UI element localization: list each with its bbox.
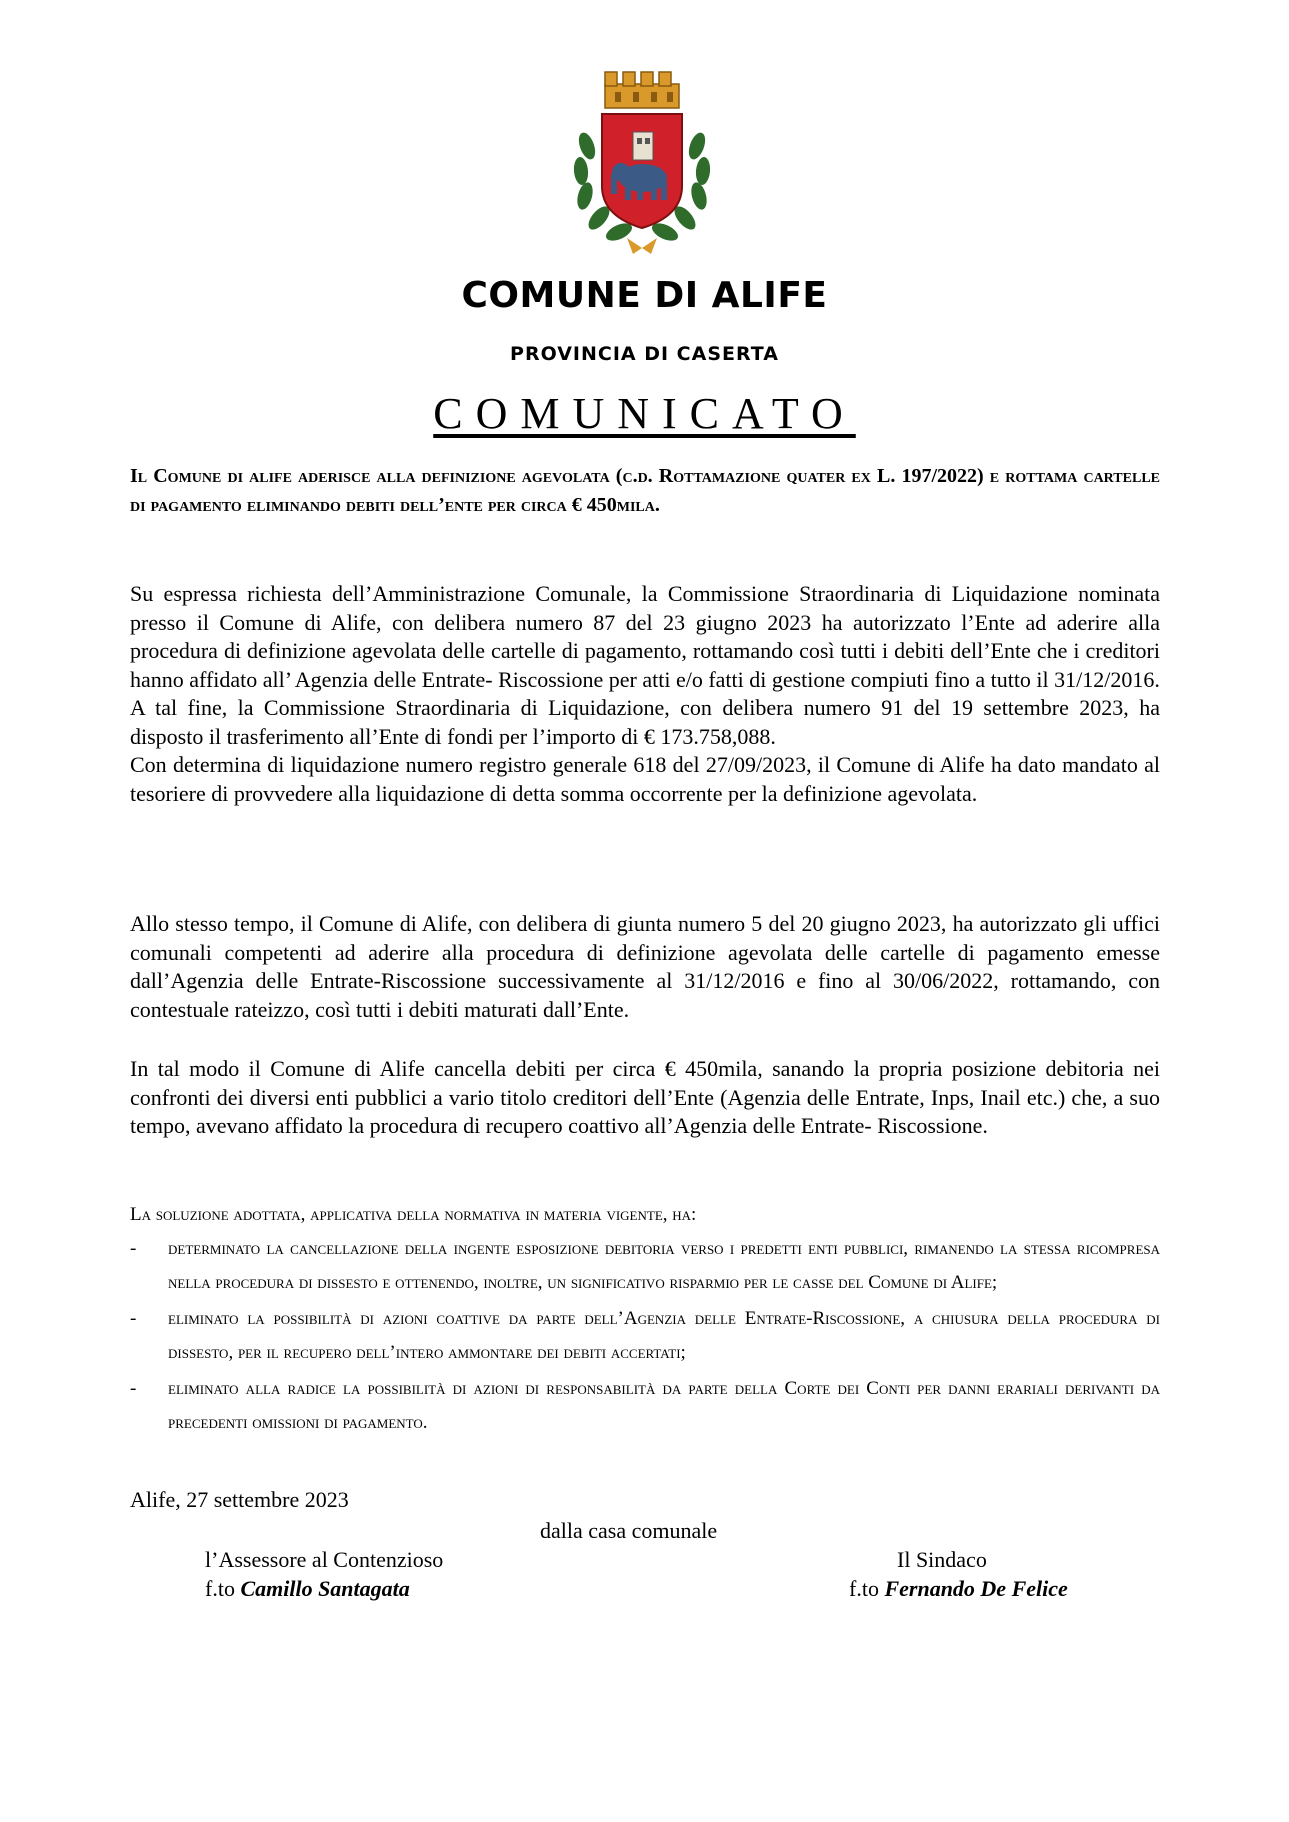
solution-intro: La soluzione adottata, applicativa della normativa in materia vigente, ha: <box>130 1204 697 1225</box>
bullet-dash: - <box>130 1308 137 1329</box>
list-item-text: eliminato alla radice la possibilità di azioni di responsabilità da parte della Corte dei Conti per danni erariali derivanti da precedenti omissioni di pagamento. <box>168 1378 1161 1433</box>
lead-paragraph: Il Comune di alife aderisce alla definizione agevolata (c.d. Rottamazione quater ex L. 197/2022) e rottama cartelle di pagamento eliminando debiti dell’ente per circa € 450mila. <box>130 465 1160 516</box>
coat-of-arms-icon <box>557 66 727 256</box>
body-section-3 <box>130 1055 1160 1141</box>
sindaco-name: Fernando De Felice <box>884 1576 1068 1601</box>
signature-prefix: f.to <box>849 1576 885 1601</box>
list-item <box>130 1232 1160 1300</box>
bullet-dash: - <box>130 1238 137 1259</box>
list-item <box>130 1302 1160 1370</box>
body-section-1 <box>130 580 1160 808</box>
list-item-text: eliminato la possibilità di azioni coattive da parte dell’Agenzia delle Entrate-Riscossione, a chiusura della procedura di dissesto, per il recupero dell’intero ammontare dei debiti accertati; <box>168 1308 1160 1363</box>
paragraph-3: Con determina di liquidazione numero registro generale 618 del 27/09/2023, il Comune di Alife ha dato mandato al tesoriere di provvedere alla liquidazione di detta somma occorrente per la definizione agevolata. <box>130 752 1160 806</box>
assessore-signature <box>205 1576 410 1602</box>
document-heading: COMUNICATO <box>433 389 856 438</box>
assessore-role: l’Assessore al Contenzioso <box>205 1547 444 1572</box>
paragraph-5: In tal modo il Comune di Alife cancella debiti per circa € 450mila, sanando la propria posizione debitoria nei confronti dei diversi enti pubblici a vario titolo creditori dell’Ente (Agenzia delle Entrate, Inps, Inail etc.) che, a suo tempo, avevano affidato la procedura di recupero coattivo all’Agenzia delle Entrate- Riscossione. <box>130 1056 1160 1138</box>
document-date: Alife, 27 settembre 2023 <box>130 1487 349 1512</box>
paragraph-4: Allo stesso tempo, il Comune di Alife, con delibera di giunta numero 5 del 20 giugno 2023, ha autorizzato gli uffici comunali competenti ad aderire alla procedura di definizione agevolata delle cartelle di pagamento emesse dall’Agenzia delle Entrate-Riscossione successivamente al 31/12/2016 e fino al 30/06/2022, rottamando, con contestuale rateizzo, così tutti i debiti maturati dall’Ente. <box>130 911 1160 1022</box>
page-subtitle: PROVINCIA DI CASERTA <box>510 343 779 365</box>
list-item <box>130 1372 1160 1440</box>
signature-prefix: f.to <box>205 1576 241 1601</box>
list-item-text: determinato la cancellazione della ingente esposizione debitoria verso i predetti enti pubblici, rimanendo la stessa ricompresa nella procedura di dissesto e ottenendo, inoltre, un significativo risparmio per le casse del Comune di Alife; <box>168 1238 1160 1293</box>
paragraph-2: A tal fine, la Commissione Straordinaria di Liquidazione, con delibera numero 91 del 19 settembre 2023, ha disposto il trasferimento all’Ente di fondi per l’importo di € 173.758,088. <box>130 695 1160 749</box>
issuing-place: dalla casa comunale <box>540 1518 718 1543</box>
sindaco-signature <box>849 1576 1068 1602</box>
page-title: COMUNE DI ALIFE <box>461 275 828 316</box>
body-section-2 <box>130 910 1160 1024</box>
sindaco-role: Il Sindaco <box>897 1547 987 1572</box>
bullet-list <box>130 1232 1160 1442</box>
paragraph-1: Su espressa richiesta dell’Amministrazione Comunale, la Commissione Straordinaria di Liquidazione nominata presso il Comune di Alife, con delibera numero 87 del 23 giugno 2023 ha autorizzato l’Ente ad aderire alla procedura di definizione agevolata delle cartelle di pagamento, rottamando così tutti i debiti dell’Ente che i creditori hanno affidato all’ Agenzia delle Entrate- Riscossione per atti e/o fatti di gestione compiuti fino a tutto il 31/12/2016. <box>130 581 1160 692</box>
bullet-dash: - <box>130 1378 137 1399</box>
assessore-name: Camillo Santagata <box>240 1576 410 1601</box>
